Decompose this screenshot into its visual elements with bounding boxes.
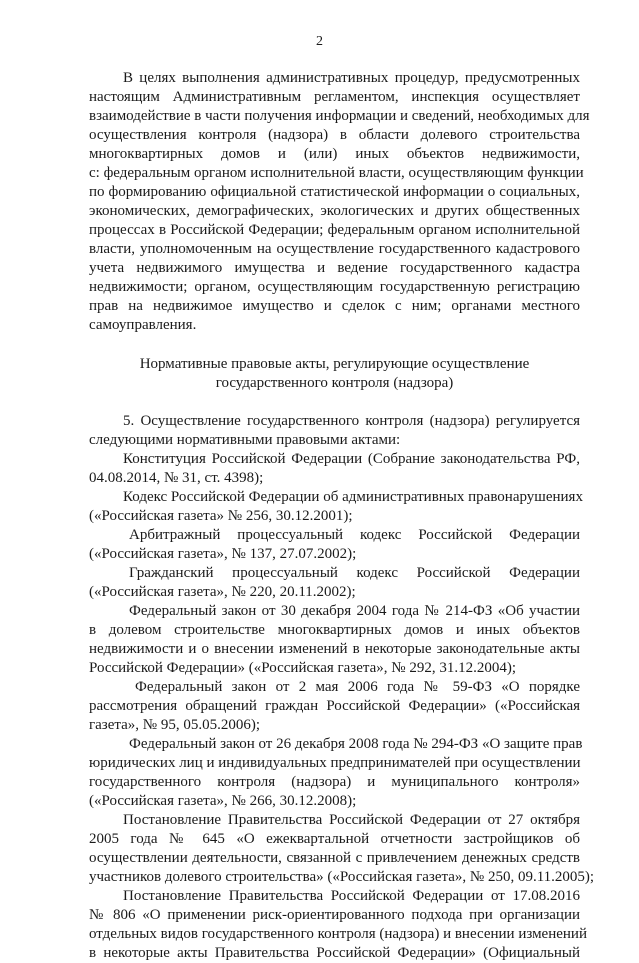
text-line: № 806 «О применении риск-ориентированного подхода при организации [89, 907, 580, 923]
text-line: Арбитражный процессуальный кодекс Российской Федерации [129, 527, 580, 543]
text-line: по формированию официальной статистической информации о социальных, [89, 184, 580, 200]
text-line: учета недвижимого имущества и ведение государственного кадастра [89, 260, 580, 276]
text-line: Постановление Правительства Российской Федерации от 17.08.2016 [123, 888, 580, 904]
text-line: юридических лиц и индивидуальных предпринимателей при осуществлении [89, 755, 581, 771]
paragraph-5 [89, 412, 580, 450]
text-line: рассмотрения обращений граждан Российской Федерации» («Российская [89, 698, 580, 714]
text-line: процессах в Российской Федерации; федеральным органом исполнительной [89, 222, 580, 238]
text-line: самоуправления. [89, 317, 197, 333]
act-federal-law-214 [89, 602, 580, 678]
text-line: в некоторые акты Правительства Российской Федерации» (Официальный [89, 945, 580, 961]
text-line: («Российская газета», № 266, 30.12.2008); [89, 793, 357, 809]
act-federal-law-59 [89, 678, 580, 735]
heading-line: государственного контроля (надзора) [215, 375, 454, 391]
text-line: 04.08.2014, № 31, ст. 4398); [89, 470, 264, 486]
text-line: 2005 года № 645 «О ежеквартальной отчетности застройщиков об [89, 831, 580, 847]
text-line: экономических, демографических, экологических и других общественных [89, 203, 580, 219]
text-line: Федеральный закон от 30 декабря 2004 года № 214-ФЗ «Об участии [129, 603, 580, 619]
text-line: Российской Федерации» («Российская газета», № 292, 31.12.2004); [89, 660, 517, 676]
text-line: недвижимости; органом, осуществляющим государственную регистрацию [89, 279, 580, 295]
text-line: государственного контроля (надзора) и муниципального контроля» [89, 774, 580, 790]
page-number: 2 [316, 34, 323, 49]
heading-line: Нормативные правовые акты, регулирующие осуществление [139, 356, 530, 372]
act-civil-procedure-code [89, 564, 580, 602]
text-line: власти, уполномоченным на осуществление государственного кадастрового [89, 241, 580, 257]
text-line: многоквартирных домов и (или) иных объектов недвижимости, [89, 146, 580, 162]
act-arbitration-code [89, 526, 580, 564]
intro-paragraph [89, 69, 590, 335]
text-line: («Российская газета», № 220, 20.11.2002); [89, 584, 356, 600]
document-body [89, 69, 595, 963]
text-line: недвижимости и о внесении изменений в некоторые законодательные акты [89, 641, 580, 657]
text-line: следующими нормативными правовыми актами: [89, 432, 401, 448]
text-line: осуществления контроля (надзора) в области долевого строительства [89, 127, 580, 143]
section-heading [89, 355, 580, 393]
text-line: Федеральный закон от 26 декабря 2008 года № 294-ФЗ «О защите прав [129, 736, 583, 752]
text-line: настоящим Административным регламентом, инспекция осуществляет [89, 89, 580, 105]
text-line: в долевом строительстве многоквартирных домов и иных объектов [89, 622, 580, 638]
text-line: Конституция Российской Федерации (Собрание законодательства РФ, [123, 451, 580, 467]
text-line: Федеральный закон от 2 мая 2006 года № 59-ФЗ «О порядке [135, 679, 580, 695]
text-line: осуществлении деятельности, связанной с привлечением денежных средств [89, 850, 580, 866]
act-federal-law-294 [89, 735, 583, 811]
text-line: прав на недвижимое имущество и сделок с ним; органами местного [89, 298, 580, 314]
text-line: («Российская газета» № 256, 30.12.2001); [89, 508, 353, 524]
act-administrative-code [89, 488, 583, 526]
text-line: отдельных видов государственного контроля (надзора) и внесении изменений [89, 926, 587, 942]
text-line: с: федеральным органом исполнительной власти, осуществляющим функции [89, 165, 584, 181]
text-line: («Российская газета», № 137, 27.07.2002); [89, 546, 357, 562]
text-line: 5. Осуществление государственного контроля (надзора) регулируется [123, 413, 580, 429]
text-line: Постановление Правительства Российской Федерации от 27 октября [123, 812, 580, 828]
act-resolution-645 [89, 811, 595, 887]
text-line: В целях выполнения административных процедур, предусмотренных [123, 70, 580, 86]
text-line: участников долевого строительства» («Российская газета», № 250, 09.11.2005); [89, 869, 595, 885]
act-constitution [89, 450, 580, 488]
text-line: Кодекс Российской Федерации об административных правонарушениях [123, 489, 583, 505]
text-line: взаимодействие в части получения информации и сведений, необходимых для [89, 108, 590, 124]
text-line: газета», № 95, 05.05.2006); [89, 717, 261, 733]
act-resolution-806 [89, 887, 587, 963]
text-line: Гражданский процессуальный кодекс Российской Федерации [129, 565, 580, 581]
